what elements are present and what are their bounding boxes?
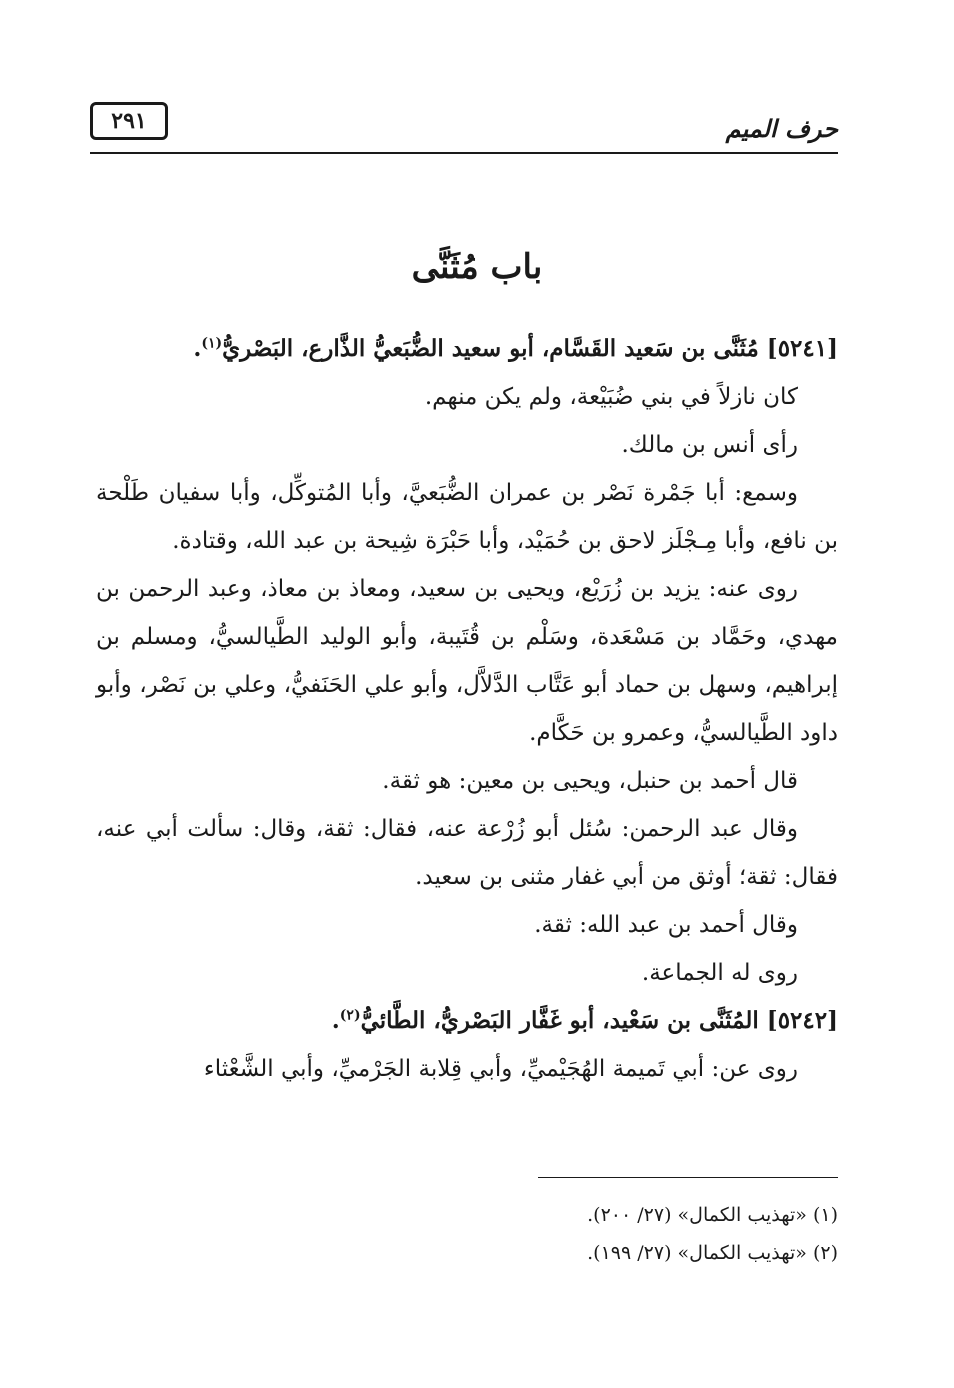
body-text xyxy=(96,325,838,1093)
paragraph: روى عن: أبي تَميمة الهُجَيْميِّ، وأبي قِلابة الجَرْميِّ، وأبي الشَّعْثاء xyxy=(203,1056,798,1082)
page-header xyxy=(90,98,838,154)
paragraph: رأى أنس بن مالك. xyxy=(621,432,798,458)
entry-heading xyxy=(96,325,838,373)
running-title: حرف الميم xyxy=(725,114,838,143)
entry-end: . xyxy=(193,335,202,362)
footnote-ref: (٢) xyxy=(339,1007,361,1024)
entry-end: . xyxy=(331,1007,340,1034)
footnote: (٢) «تهذيب الكمال» (٢٧/ ١٩٩). xyxy=(587,1242,838,1264)
paragraph: كان نازلاً في بني ضُبَيْعة، ولم يكن منهم. xyxy=(424,384,798,410)
footnotes xyxy=(116,1196,838,1272)
footnote: (١) «تهذيب الكمال» (٢٧/ ٢٠٠). xyxy=(587,1204,838,1226)
paragraph: وسمع: أبا جَمْرة نَصْر بن عمران الضُّبَعيَّ، وأبا المُتوكِّل، وأبا سفيان طَلْحة بن نافع، وأبا مِـجْلَز لاحق بن حُمَيْد، وأبا حَبْرَة شِيحة بن عبد الله، وقتادة. xyxy=(96,480,838,554)
entry-title: مُثَنَّى بن سَعيد القَسَّام، أبو سعيد الضُّبَعيُّ الذَّارع، البَصْريُّ xyxy=(222,335,759,362)
entry-number: [٥٢٤١] xyxy=(766,335,838,362)
paragraph: قال أحمد بن حنبل، ويحيى بن معين: هو ثقة. xyxy=(382,768,798,794)
paragraph: وقال أحمد بن عبد الله: ثقة. xyxy=(534,912,798,938)
chapter-title: باب مُثَنَّى xyxy=(411,246,543,287)
entry-title: المُثَنَّى بن سَعْيد، أبو غَفَّار البَصْريُّ، الطَّائيُّ xyxy=(360,1007,759,1034)
entry-number: [٥٢٤٢] xyxy=(766,1007,838,1034)
paragraph: روى له الجماعة. xyxy=(641,960,798,986)
page-number: ٢٩١ xyxy=(90,102,168,140)
footnote-ref: (١) xyxy=(201,335,223,352)
footnote-rule xyxy=(538,1177,838,1178)
paragraph: وقال عبد الرحمن: سُئل أبو زُرْعة عنه، فقال: ثقة، وقال: سألت أبي عنه، فقال: ثقة؛ أوثق من أبي غفار مثنى بن سعيد. xyxy=(96,816,838,890)
entry-heading xyxy=(96,997,838,1045)
paragraph: روى عنه: يزيد بن زُرَيْع، ويحيى بن سعيد، ومعاذ بن معاذ، وعبد الرحمن بن مهدي، وحَمَّاد بن مَسْعَدة، وسَلْم بن قُتَيبة، وأبو الوليد الطَّيالسيُّ، ومسلم بن إبراهيم، وسهل بن حماد أبو عَتَّاب الدَّلاَّل، وأبو علي الحَنَفيُّ، وعلي بن نَصْر، وأبو داود الطَّيالسيُّ، وعمرو بن حَكَّام. xyxy=(96,576,838,746)
header-rule xyxy=(90,152,838,154)
